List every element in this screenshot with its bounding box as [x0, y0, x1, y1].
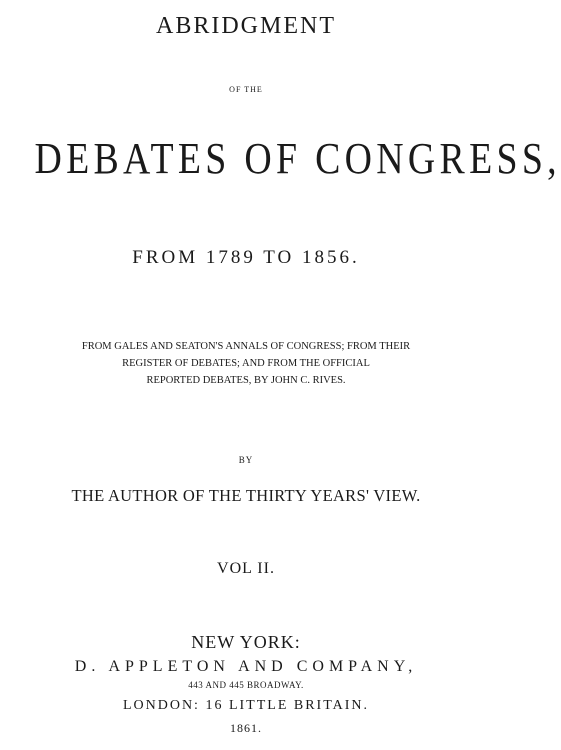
sources-line-2: REGISTER OF DEBATES; AND FROM THE OFFICIAL [122, 358, 370, 369]
author-attribution: THE AUTHOR OF THE THIRTY YEARS' VIEW. [71, 486, 421, 505]
imprint-address: 443 AND 445 BROADWAY. [188, 680, 304, 690]
sources-line-1: FROM GALES AND SEATON'S ANNALS OF CONGRESS; FROM THEIR [81, 341, 411, 352]
sources-paragraph [0, 338, 492, 389]
imprint-city: NEW YORK: [191, 632, 301, 652]
connector-of-the: OF THE [229, 85, 263, 94]
sources-line-3: REPORTED DEBATES, BY JOHN C. RIVES. [146, 375, 346, 386]
imprint-london: LONDON: 16 LITTLE BRITAIN. [122, 698, 370, 713]
by-label: BY [238, 455, 254, 465]
heading-abridgment: ABRIDGMENT [156, 13, 336, 39]
imprint-publisher: D. APPLETON AND COMPANY, [74, 658, 418, 675]
date-range: FROM 1789 TO 1856. [132, 247, 360, 268]
volume-number: VOL II. [217, 560, 275, 577]
imprint-year: 1861. [230, 721, 262, 735]
main-title: DEBATES OF CONGRESS, [34, 134, 561, 183]
